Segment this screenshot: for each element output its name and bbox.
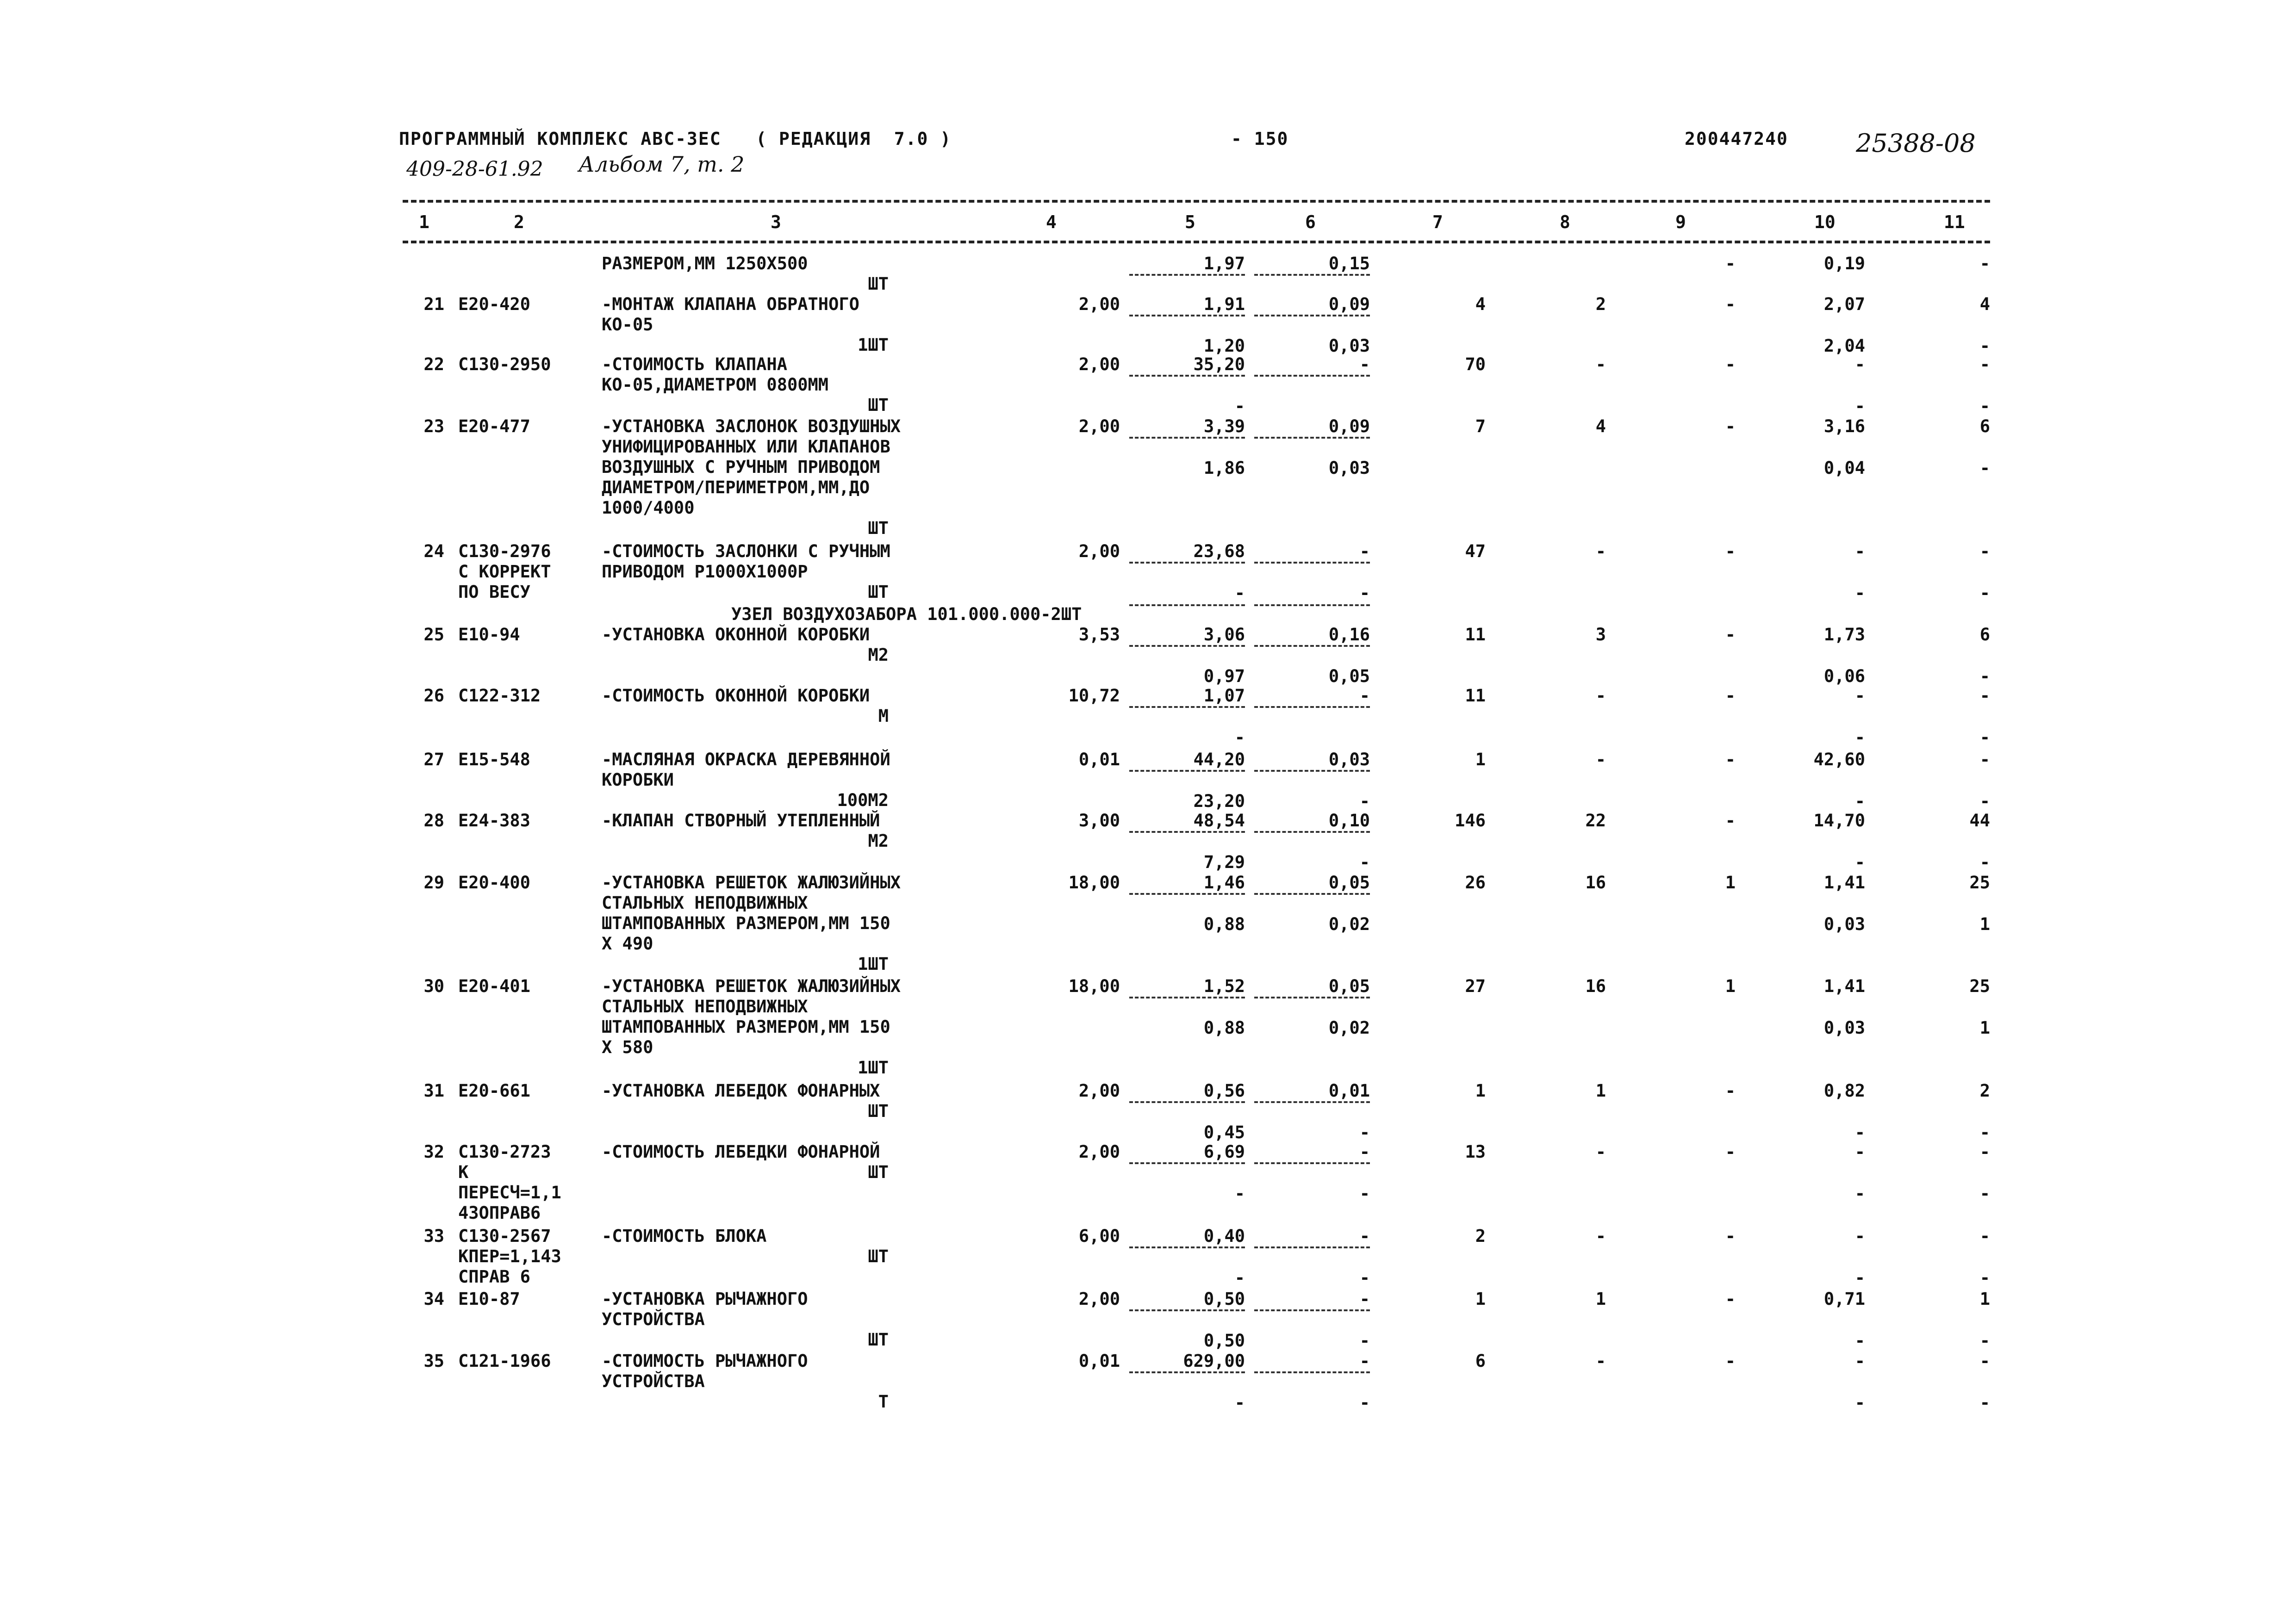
unit: М2	[868, 831, 889, 851]
row-number: 26	[423, 686, 444, 706]
unit: ШТ	[868, 518, 889, 538]
col7-value: 13	[1465, 1142, 1486, 1162]
quantity: 3,53	[1078, 625, 1120, 645]
col7-value: 1	[1475, 1081, 1486, 1101]
col5-value: 1,97	[1129, 254, 1245, 276]
col9-value: -	[1725, 811, 1736, 831]
col10-sub-value: -	[1854, 396, 1865, 416]
col11-value: 2	[1979, 1081, 1990, 1101]
col8-value: 16	[1585, 873, 1606, 893]
col7-value: 2	[1475, 1226, 1486, 1246]
resource-code: С130-2723 К ПЕРЕСЧ=1,1 43ОПРАВ6	[458, 1142, 561, 1223]
quantity: 0,01	[1078, 750, 1120, 769]
quantity: 18,00	[1068, 976, 1120, 996]
resource-code: Е15-548	[458, 750, 530, 769]
quantity: 2,00	[1078, 416, 1120, 436]
quantity: 2,00	[1078, 1142, 1120, 1162]
col11-sub-value: -	[1979, 336, 1990, 356]
col5-sub-value: 23,20	[1193, 791, 1245, 811]
col9-value: -	[1725, 354, 1736, 374]
col10-value: 42,60	[1813, 750, 1865, 769]
unit: 1ШТ	[858, 1058, 889, 1078]
quantity: 0,01	[1078, 1351, 1120, 1371]
col8-value: -	[1595, 686, 1606, 706]
col5-value: 0,56	[1129, 1081, 1245, 1103]
unit: ШТ	[868, 395, 889, 415]
col9-value: -	[1725, 1142, 1736, 1162]
col10-sub-value: -	[1854, 1122, 1865, 1142]
work-description: -СТОИМОСТЬ РЫЧАЖНОГО УСТРОЙСТВА	[602, 1351, 808, 1391]
col9-value: -	[1725, 686, 1736, 706]
col6-value: 0,10	[1254, 811, 1370, 833]
col11-value: 6	[1979, 625, 1990, 645]
program-title: ПРОГРАММНЫЙ КОМПЛЕКС АВС-3ЕС ( РЕДАКЦИЯ 7.0 )	[399, 129, 952, 149]
col8-value: 2	[1595, 294, 1606, 314]
col10-value: 0,19	[1823, 254, 1865, 273]
unit: ШТ	[868, 274, 889, 294]
col10-value: 3,16	[1823, 416, 1865, 436]
col11-sub-value: -	[1979, 1122, 1990, 1142]
column-number: 10	[1814, 212, 1836, 232]
unit: ШТ	[868, 582, 889, 602]
col10-value: -	[1854, 541, 1865, 561]
col7-value: 7	[1475, 416, 1486, 436]
col11-value: -	[1979, 541, 1990, 561]
col6-sub-value: -	[1359, 1268, 1370, 1288]
unit: ШТ	[868, 1330, 889, 1350]
col5-value: 6,69	[1129, 1142, 1245, 1164]
col11-sub-value: -	[1979, 1393, 1990, 1413]
col6-sub-value: -	[1359, 791, 1370, 811]
col6-value: -	[1254, 1351, 1370, 1373]
row-number: 27	[423, 750, 444, 769]
resource-code: С121-1966	[458, 1351, 551, 1371]
col10-value: 1,41	[1823, 873, 1865, 893]
column-number: 5	[1185, 212, 1195, 232]
resource-code: Е10-87	[458, 1289, 520, 1309]
col6-value: 0,01	[1254, 1081, 1370, 1103]
unit: ШТ	[868, 1162, 889, 1182]
col6-sub-value: -	[1359, 1331, 1370, 1351]
row-number: 35	[423, 1351, 444, 1371]
col11-value: -	[1979, 686, 1990, 706]
work-description: -МАСЛЯНАЯ ОКРАСКА ДЕРЕВЯННОЙ КОРОБКИ	[602, 750, 890, 790]
col8-value: -	[1595, 1142, 1606, 1162]
col5-sub-value: -	[1234, 1393, 1245, 1413]
col11-sub-value: -	[1979, 396, 1990, 416]
col5-value: 1,07	[1129, 686, 1245, 708]
col10-sub-value: -	[1854, 1268, 1865, 1288]
col10-sub-value: 0,06	[1823, 666, 1865, 686]
work-description: -УСТАНОВКА РЕШЕТОК ЖАЛЮЗИЙНЫХ СТАЛЬНЫХ НЕПОДВИЖНЫХ ШТАМПОВАННЫХ РАЗМЕРОМ,ММ 150 Х 490	[602, 873, 901, 954]
col5-value: 0,50	[1129, 1289, 1245, 1311]
column-number: 3	[771, 212, 781, 232]
col10-value: -	[1854, 686, 1865, 706]
col5-sub-value: -	[1234, 1184, 1245, 1203]
col5-value: 1,52	[1129, 976, 1245, 998]
col6-value: -	[1254, 541, 1370, 564]
col10-value: 14,70	[1813, 811, 1865, 831]
col11-sub-value: -	[1979, 1184, 1990, 1203]
col5-sub-value: -	[1234, 1268, 1245, 1288]
col5-sub-value: 0,88	[1203, 914, 1245, 934]
col6-sub-value: 0,03	[1328, 458, 1370, 478]
col11-value: -	[1979, 750, 1990, 769]
quantity: 3,00	[1078, 811, 1120, 831]
col6-sub-value: -	[1359, 1122, 1370, 1142]
col11-value: 1	[1979, 1289, 1990, 1309]
col6-sub-value: -	[1359, 1184, 1370, 1203]
document-number: 25388-08	[1856, 129, 1976, 158]
column-number: 4	[1046, 212, 1057, 232]
col9-value: 1	[1725, 873, 1736, 893]
col6-value	[1254, 604, 1370, 606]
col11-sub-value: -	[1979, 852, 1990, 872]
col5-sub-value: 0,50	[1203, 1331, 1245, 1351]
col11-value: 25	[1969, 873, 1990, 893]
col7-value: 146	[1455, 811, 1486, 831]
unit: ШТ	[868, 1101, 889, 1121]
quantity: 2,00	[1078, 1081, 1120, 1101]
col5-sub-value: -	[1234, 583, 1245, 603]
col6-value: 0,16	[1254, 625, 1370, 647]
col11-value: 6	[1979, 416, 1990, 436]
quantity: 10,72	[1068, 686, 1120, 706]
col11-value: 25	[1969, 976, 1990, 996]
col9-value: -	[1725, 1226, 1736, 1246]
unit: 100М2	[837, 790, 889, 810]
col10-sub-value: -	[1854, 727, 1865, 747]
row-number: 21	[423, 294, 444, 314]
col7-value: 1	[1475, 1289, 1486, 1309]
unit: М	[878, 706, 889, 726]
header-top-rule	[403, 200, 1990, 203]
col6-value: -	[1254, 1289, 1370, 1311]
col7-value: 47	[1465, 541, 1486, 561]
col11-sub-value: -	[1979, 583, 1990, 603]
col5-value: 3,06	[1129, 625, 1245, 647]
col5-sub-value: 1,20	[1203, 336, 1245, 356]
col11-sub-value: -	[1979, 727, 1990, 747]
work-description: -УСТАНОВКА ЗАСЛОНОК ВОЗДУШНЫХ УНИФИЦИРОВАННЫХ ИЛИ КЛАПАНОВ ВОЗДУШНЫХ С РУЧНЫМ ПРИВОДОМ ДИАМЕТРОМ/ПЕРИМЕТРОМ,ММ,ДО 1000/4000	[602, 416, 901, 518]
row-number: 28	[423, 811, 444, 831]
row-number: 24	[423, 541, 444, 561]
col5-value: 1,91	[1129, 294, 1245, 316]
col10-value: -	[1854, 1142, 1865, 1162]
col11-sub-value: -	[1979, 1331, 1990, 1351]
col11-value: -	[1979, 1226, 1990, 1246]
work-description: -СТОИМОСТЬ КЛАПАНА КО-05,ДИАМЕТРОМ 0800ММ	[602, 354, 829, 395]
resource-code: С130-2567 КПЕР=1,143 СПРАВ 6	[458, 1226, 561, 1287]
col5-sub-value: 7,29	[1203, 852, 1245, 872]
col5-sub-value: 1,86	[1203, 458, 1245, 478]
col8-value: -	[1595, 750, 1606, 769]
col9-value: -	[1725, 1289, 1736, 1309]
col11-value: -	[1979, 354, 1990, 374]
col7-value: 1	[1475, 750, 1486, 769]
work-description: -СТОИМОСТЬ ЗАСЛОНКИ С РУЧНЫМ ПРИВОДОМ Р1000Х1000Р	[602, 541, 890, 582]
col11-sub-value: -	[1979, 666, 1990, 686]
quantity: 6,00	[1078, 1226, 1120, 1246]
column-number: 1	[419, 212, 429, 232]
col8-value: 3	[1595, 625, 1606, 645]
col7-value: 6	[1475, 1351, 1486, 1371]
col10-sub-value: -	[1854, 1393, 1865, 1413]
work-description: -МОНТАЖ КЛАПАНА ОБРАТНОГО КО-05	[602, 294, 859, 335]
col8-value: 16	[1585, 976, 1606, 996]
col5-value: 44,20	[1129, 750, 1245, 772]
col8-value: -	[1595, 354, 1606, 374]
work-description: -УСТАНОВКА ОКОННОЙ КОРОБКИ	[602, 625, 870, 645]
col10-sub-value: 0,04	[1823, 458, 1865, 478]
col10-sub-value: 0,03	[1823, 914, 1865, 934]
row-number: 31	[423, 1081, 444, 1101]
col8-value: -	[1595, 541, 1606, 561]
row-number: 32	[423, 1142, 444, 1162]
col5-value: 629,00	[1129, 1351, 1245, 1373]
col8-value: 4	[1595, 416, 1606, 436]
col10-value: -	[1854, 1351, 1865, 1371]
col5-sub-value: 0,97	[1203, 666, 1245, 686]
quantity: 2,00	[1078, 1289, 1120, 1309]
col10-sub-value: 0,03	[1823, 1018, 1865, 1038]
col10-value: 1,73	[1823, 625, 1865, 645]
resource-code: Е20-477	[458, 416, 530, 436]
col6-value: 0,03	[1254, 750, 1370, 772]
row-number: 34	[423, 1289, 444, 1309]
col10-sub-value: -	[1854, 1331, 1865, 1351]
col7-value: 11	[1465, 625, 1486, 645]
col10-value: 2,07	[1823, 294, 1865, 314]
row-number: 25	[423, 625, 444, 645]
unit: 1ШТ	[858, 954, 889, 974]
col11-sub-value: -	[1979, 791, 1990, 811]
col10-sub-value: -	[1854, 583, 1865, 603]
col5-value: 1,46	[1129, 873, 1245, 895]
col6-value: 0,05	[1254, 976, 1370, 998]
doc-code: 200447240	[1685, 129, 1788, 149]
col9-value: 1	[1725, 976, 1736, 996]
col11-value: 4	[1979, 294, 1990, 314]
col10-sub-value: -	[1854, 791, 1865, 811]
col6-value: -	[1254, 686, 1370, 708]
col8-value: -	[1595, 1351, 1606, 1371]
column-number: 2	[514, 212, 524, 232]
col11-value: 44	[1969, 811, 1990, 831]
row-number: 33	[423, 1226, 444, 1246]
col5-sub-value: -	[1234, 396, 1245, 416]
col10-value: 1,41	[1823, 976, 1865, 996]
resource-code: С130-2950	[458, 354, 551, 374]
col11-sub-value: -	[1979, 458, 1990, 478]
col11-sub-value: 1	[1979, 1018, 1990, 1038]
resource-code: С130-2976 С КОРРЕКТ ПО ВЕСУ	[458, 541, 551, 602]
column-number: 11	[1944, 212, 1965, 232]
column-number: 6	[1305, 212, 1316, 232]
row-number: 29	[423, 873, 444, 893]
col11-value: -	[1979, 1142, 1990, 1162]
page-number: - 150	[1231, 129, 1289, 149]
col5-sub-value: 0,45	[1203, 1122, 1245, 1142]
col5-value: 0,40	[1129, 1226, 1245, 1248]
section-title: УЗЕЛ ВОЗДУХОЗАБОРА 101.000.000-2ШТ	[731, 604, 1082, 624]
col9-value: -	[1725, 294, 1736, 314]
col10-sub-value: -	[1854, 852, 1865, 872]
row-number: 23	[423, 416, 444, 436]
quantity: 2,00	[1078, 541, 1120, 561]
col11-value: -	[1979, 1351, 1990, 1371]
col7-value: 70	[1465, 354, 1486, 374]
col9-value: -	[1725, 541, 1736, 561]
col6-sub-value: 0,02	[1328, 914, 1370, 934]
resource-code: Е20-420	[458, 294, 530, 314]
work-description: -УСТАНОВКА РЫЧАЖНОГО УСТРОЙСТВА	[602, 1289, 808, 1329]
work-description: -КЛАПАН СТВОРНЫЙ УТЕПЛЕННЫЙ	[602, 811, 880, 831]
col6-value: 0,05	[1254, 873, 1370, 895]
resource-code: Е20-661	[458, 1081, 530, 1101]
row-number: 30	[423, 976, 444, 996]
col6-value: 0,09	[1254, 294, 1370, 316]
col5-value: 23,68	[1129, 541, 1245, 564]
unit: ШТ	[868, 1246, 889, 1266]
col10-value: 0,82	[1823, 1081, 1865, 1101]
col6-sub-value: 0,02	[1328, 1018, 1370, 1038]
col6-value: 0,15	[1254, 254, 1370, 276]
column-number: 7	[1432, 212, 1443, 232]
col6-sub-value: -	[1359, 583, 1370, 603]
col8-value: 1	[1595, 1289, 1606, 1309]
col11-sub-value: 1	[1979, 914, 1990, 934]
quantity: 2,00	[1078, 354, 1120, 374]
work-description: РАЗМЕРОМ,ММ 1250Х500	[602, 254, 808, 273]
col5-sub-value: 0,88	[1203, 1018, 1245, 1038]
col9-value: -	[1725, 750, 1736, 769]
work-description: -СТОИМОСТЬ ОКОННОЙ КОРОБКИ	[602, 686, 870, 706]
project-number: 409-28-61.92	[406, 157, 543, 181]
col5-sub-value: -	[1234, 727, 1245, 747]
col10-sub-value: 2,04	[1823, 336, 1865, 356]
work-description: -УСТАНОВКА ЛЕБЕДОК ФОНАРНЫХ	[602, 1081, 880, 1101]
col9-value: -	[1725, 416, 1736, 436]
col11-sub-value: -	[1979, 1268, 1990, 1288]
col8-value: 22	[1585, 811, 1606, 831]
column-number: 9	[1675, 212, 1686, 232]
work-description: -СТОИМОСТЬ БЛОКА	[602, 1226, 767, 1246]
col9-value: -	[1725, 625, 1736, 645]
col11-value: -	[1979, 254, 1990, 273]
col6-sub-value: -	[1359, 852, 1370, 872]
col10-value: 0,71	[1823, 1289, 1865, 1309]
col5-value: 3,39	[1129, 416, 1245, 439]
col6-value: -	[1254, 354, 1370, 377]
col6-value: -	[1254, 1142, 1370, 1164]
col6-value: 0,09	[1254, 416, 1370, 439]
resource-code: Е10-94	[458, 625, 520, 645]
col10-sub-value: -	[1854, 1184, 1865, 1203]
work-description: -УСТАНОВКА РЕШЕТОК ЖАЛЮЗИЙНЫХ СТАЛЬНЫХ НЕПОДВИЖНЫХ ШТАМПОВАННЫХ РАЗМЕРОМ,ММ 150 Х 580	[602, 976, 901, 1057]
col8-value: 1	[1595, 1081, 1606, 1101]
resource-code: С122-312	[458, 686, 541, 706]
header-bottom-rule	[403, 241, 1990, 243]
column-number: 8	[1560, 212, 1570, 232]
row-number: 22	[423, 354, 444, 374]
col7-value: 11	[1465, 686, 1486, 706]
unit: 1ШТ	[858, 335, 889, 355]
col7-value: 4	[1475, 294, 1486, 314]
work-description: -СТОИМОСТЬ ЛЕБЕДКИ ФОНАРНОЙ	[602, 1142, 880, 1162]
col6-sub-value: 0,05	[1328, 666, 1370, 686]
resource-code: Е20-400	[458, 873, 530, 893]
col9-value: -	[1725, 1351, 1736, 1371]
resource-code: Е24-383	[458, 811, 530, 831]
unit: Т	[878, 1392, 889, 1412]
album-label: Альбом 7, т. 2	[579, 152, 745, 177]
col9-value: -	[1725, 254, 1736, 273]
quantity: 2,00	[1078, 294, 1120, 314]
col5-value: 35,20	[1129, 354, 1245, 377]
col9-value: -	[1725, 1081, 1736, 1101]
col5-value	[1129, 604, 1245, 606]
col7-value: 27	[1465, 976, 1486, 996]
col5-value: 48,54	[1129, 811, 1245, 833]
resource-code: Е20-401	[458, 976, 530, 996]
col10-value: -	[1854, 1226, 1865, 1246]
unit: М2	[868, 645, 889, 665]
col7-value: 26	[1465, 873, 1486, 893]
quantity: 18,00	[1068, 873, 1120, 893]
col6-value: -	[1254, 1226, 1370, 1248]
col6-sub-value: 0,03	[1328, 336, 1370, 356]
col6-sub-value: -	[1359, 1393, 1370, 1413]
col10-value: -	[1854, 354, 1865, 374]
col8-value: -	[1595, 1226, 1606, 1246]
